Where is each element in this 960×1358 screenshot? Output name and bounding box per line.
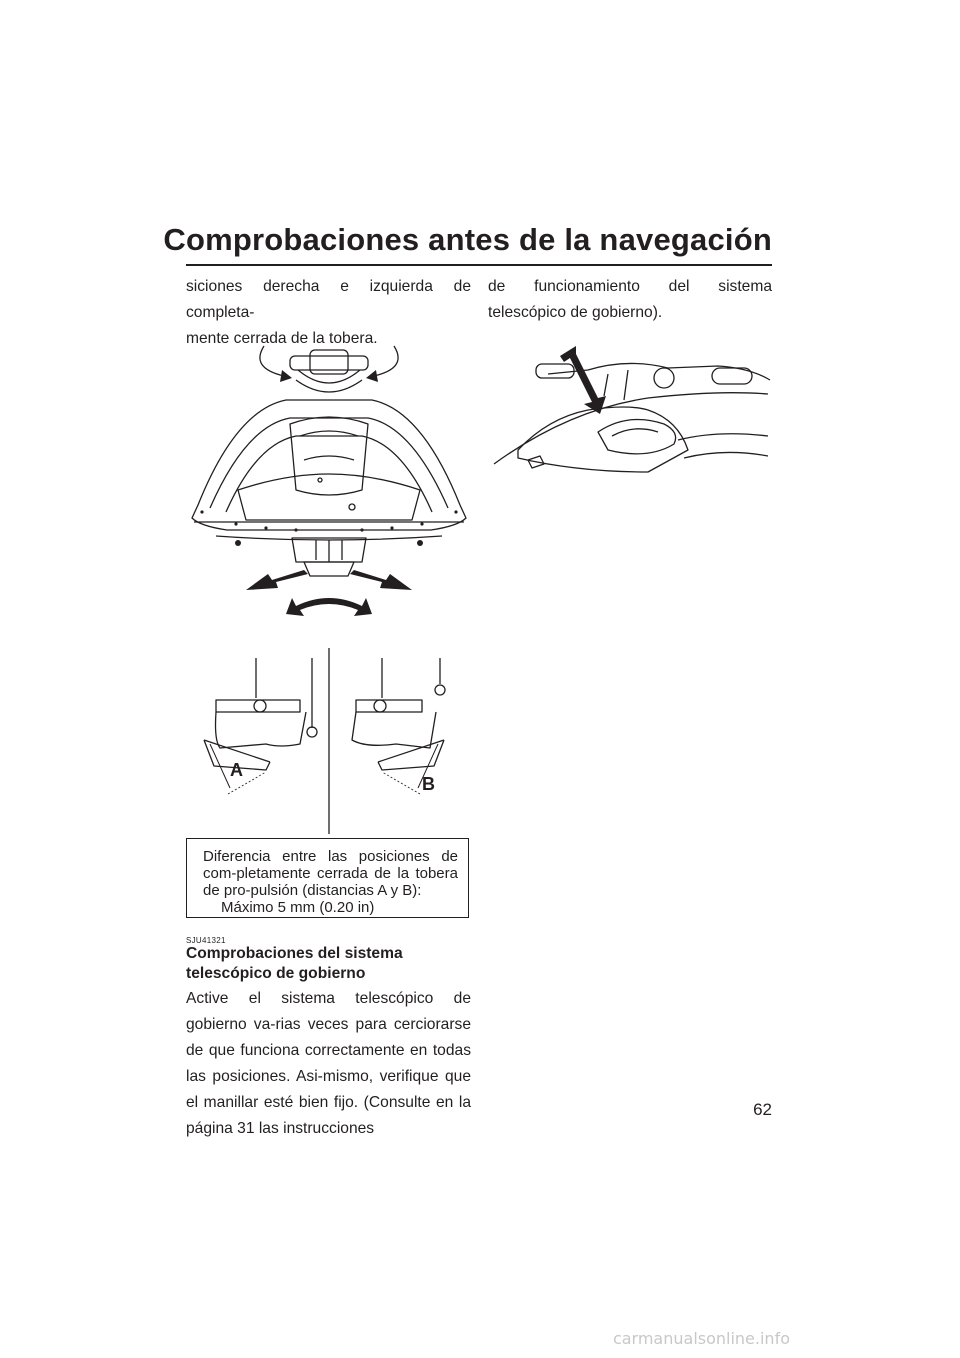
intro-right-text: de funcionamiento del sistema telescópico de gobierno). <box>488 278 772 321</box>
nozzle-closeup-illustration <box>196 648 462 834</box>
intro-left-text: siciones derecha e izquierda de completa- mente cerrada de la tobera. <box>186 278 471 347</box>
section-heading: Comprobaciones del sistema telescópico de gobierno <box>186 945 403 982</box>
page-number: 62 <box>753 1100 772 1119</box>
watercraft-top-view-illustration <box>186 340 472 630</box>
spec-text: Diferencia entre las posiciones de com-pletamente cerrada de la tobera de pro-pulsión (distancias A y B): <box>203 848 458 899</box>
specification-box <box>186 838 469 918</box>
title-rule <box>186 264 772 266</box>
spec-value: Máximo 5 mm (0.20 in) <box>221 899 375 916</box>
label-a: A <box>230 760 243 780</box>
label-b: B <box>422 774 435 794</box>
watermark: carmanualsonline.info <box>612 1329 790 1348</box>
page-title: Comprobaciones antes de la navegación <box>163 222 772 257</box>
telescopic-steering-illustration <box>488 340 772 480</box>
section-code: SJU41321 <box>186 936 226 945</box>
section-body: Active el sistema telescópico de gobierno va-rias veces para cerciorarse de que funciona correctamente en todas las posiciones. Asi-mismo, verifique que el manillar esté bien fijo. (Consulte en la página 31 las instrucciones <box>186 990 471 1137</box>
